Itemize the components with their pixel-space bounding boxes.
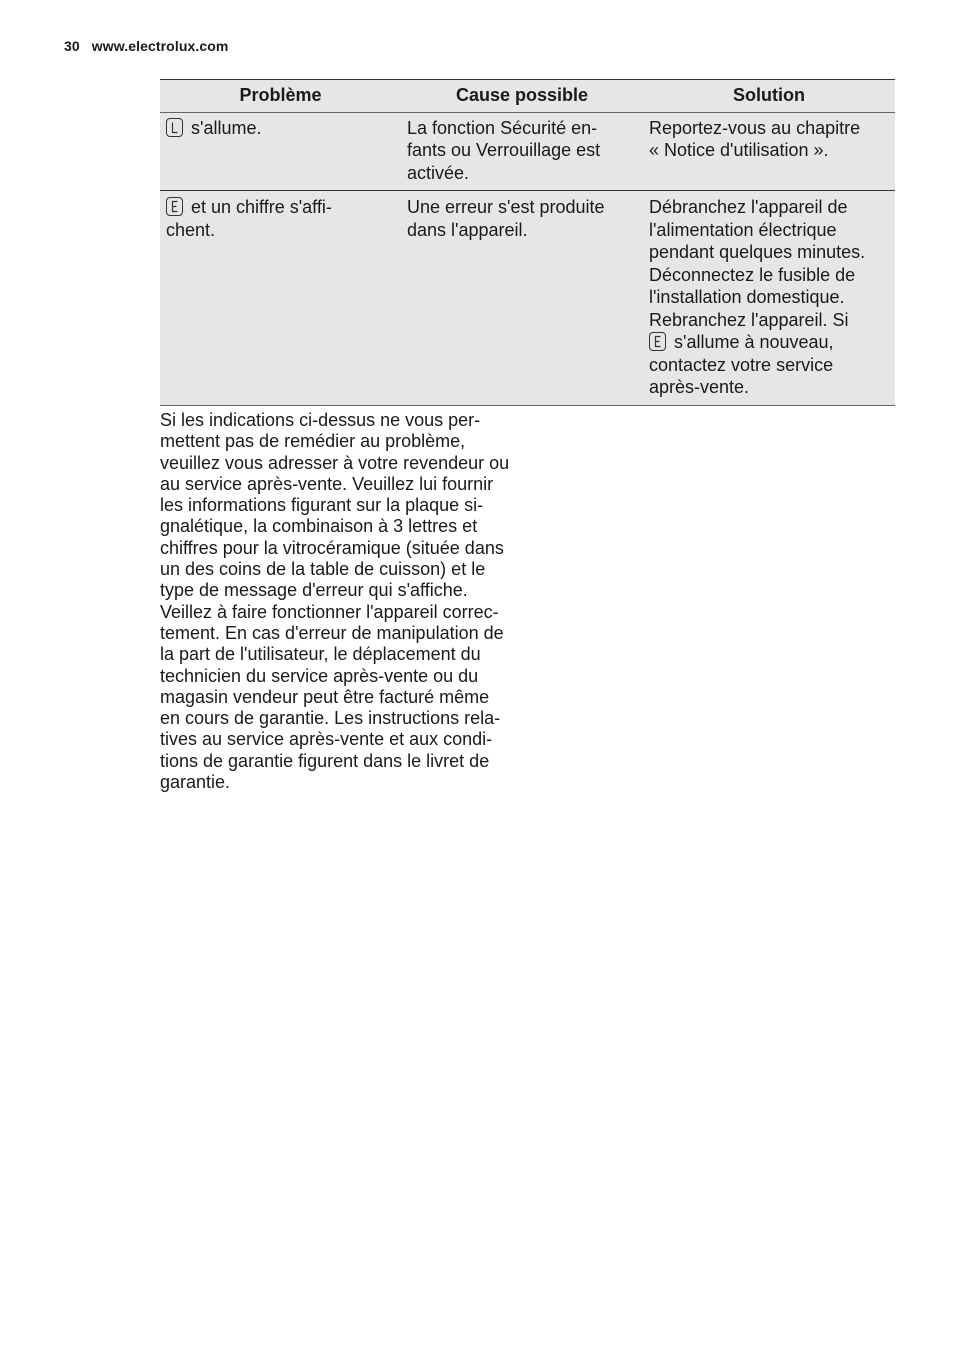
paragraph-line: Veillez à faire fonctionner l'appareil correc- (160, 601, 499, 622)
solution-cell (643, 191, 895, 406)
solution-line: pendant quelques minutes. (649, 242, 866, 262)
header-probleme: Problème (160, 80, 401, 113)
cause-line: Une erreur s'est produite (407, 197, 605, 217)
problem-text: s'allume. (186, 117, 262, 138)
site-url[interactable]: www.electrolux.com (91, 38, 229, 54)
paragraph-line: chiffres pour la vitrocéramique (située dans (160, 537, 504, 558)
solution-line (649, 331, 889, 354)
solution-line: contactez votre service (649, 354, 834, 375)
cause-cell (401, 112, 643, 191)
problem-line: chent. (166, 219, 216, 240)
solution-line: Débranchez l'appareil de (649, 197, 848, 217)
paragraph-line: Si les indications ci-dessus ne vous per- (160, 410, 481, 430)
paragraph-line: la part de l'utilisateur, le déplacement du (160, 644, 481, 665)
problem-line (166, 196, 395, 219)
paragraph-line: tement. En cas d'erreur de manipulation de (160, 622, 504, 643)
table-row (160, 112, 895, 191)
cause-line: dans l'appareil. (407, 219, 528, 240)
error-symbol-icon (166, 197, 183, 216)
header-cause: Cause possible (401, 80, 643, 113)
paragraph-line: mettent pas de remédier au problème, (160, 431, 466, 452)
paragraph-line: tions de garantie figurent dans le livret de (160, 750, 490, 771)
paragraph-line: en cours de garantie. Les instructions rela- (160, 708, 501, 729)
problem-text: et un chiffre s'affi- (186, 197, 332, 217)
warranty-paragraph (160, 410, 520, 793)
troubleshooting-table (160, 79, 895, 406)
solution-line: Rebranchez l'appareil. Si (649, 309, 849, 330)
lock-symbol-icon (166, 118, 183, 137)
paragraph-line: tives au service après-vente et aux condi- (160, 729, 493, 750)
paragraph-line: les informations figurant sur la plaque si- (160, 495, 484, 516)
paragraph-line: type de message d'erreur qui s'affiche. (160, 580, 468, 601)
cause-line: La fonction Sécurité en- (407, 117, 598, 138)
solution-line: « Notice d'utilisation ». (649, 140, 829, 160)
error-symbol-icon (649, 332, 666, 351)
solution-cell (643, 112, 895, 191)
page-number: 30 (64, 38, 80, 54)
cause-line: activée. (407, 162, 470, 183)
cause-cell (401, 191, 643, 406)
paragraph-line: technicien du service après-vente ou du (160, 665, 479, 686)
paragraph-line: magasin vendeur peut être facturé même (160, 686, 490, 707)
paragraph-line: un des coins de la table de cuisson) et le (160, 559, 486, 580)
paragraph-line: veuillez vous adresser à votre revendeur ou (160, 452, 510, 473)
problem-cell (160, 112, 401, 191)
solution-text: s'allume à nouveau, (669, 332, 834, 352)
solution-line: Reportez-vous au chapitre (649, 117, 861, 138)
paragraph-line: au service après-vente. Veuillez lui fournir (160, 473, 494, 494)
table-row (160, 191, 895, 406)
header-solution: Solution (643, 80, 895, 113)
solution-line: l'installation domestique. (649, 287, 845, 307)
table-header-row (160, 80, 895, 113)
paragraph-line: garantie. (160, 772, 231, 793)
solution-line: l'alimentation électrique (649, 219, 837, 240)
cause-line: fants ou Verrouillage est (407, 140, 601, 160)
solution-line: après-vente. (649, 377, 750, 397)
paragraph-line: gnalétique, la combinaison à 3 lettres et (160, 516, 478, 537)
page-header (64, 38, 228, 54)
solution-line: Déconnectez le fusible de (649, 264, 856, 285)
problem-cell (160, 191, 401, 406)
